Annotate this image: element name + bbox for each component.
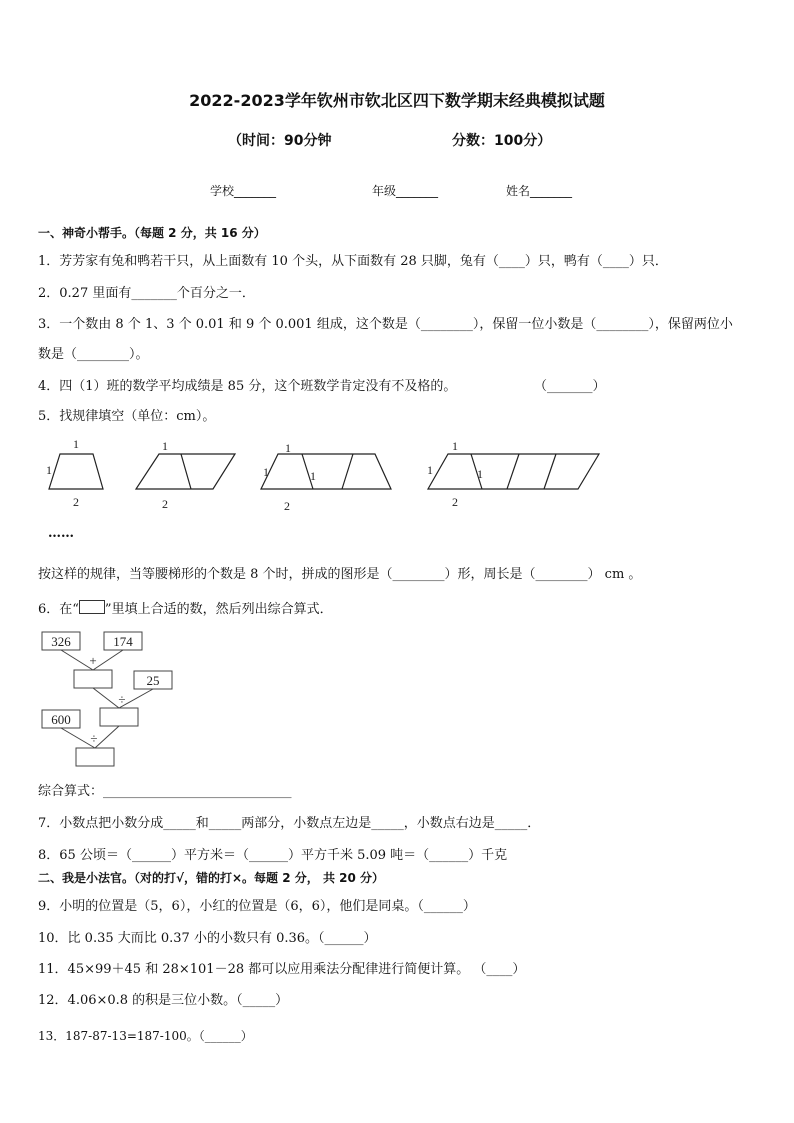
exam-score: 分数：100分） bbox=[452, 133, 552, 149]
blank-box-quotient[interactable] bbox=[100, 708, 138, 726]
grade-field[interactable]: 年级_______ bbox=[372, 184, 439, 198]
question-6-prefix: 6．在“ bbox=[38, 602, 79, 617]
label-bottom-4: 2 bbox=[452, 495, 458, 509]
question-2: 2．0.27 里面有_______个百分之一． bbox=[38, 286, 255, 301]
trapezoid-row-3 bbox=[261, 454, 391, 489]
question-5-rule: 按这样的规律，当等腰梯形的个数是 8 个时，拼成的图形是（________）形，周长是（________） cm 。 bbox=[38, 567, 642, 582]
value-600: 600 bbox=[51, 712, 71, 727]
calculation-tree bbox=[38, 628, 188, 773]
ellipsis: …… bbox=[48, 526, 74, 541]
question-1: 1．芳芳家有兔和鸭若干只，从上面数有 10 个头，从下面数有 28 只脚，兔有（____）只，鸭有（____）只． bbox=[38, 254, 668, 269]
exam-time: （时间：90分钟 bbox=[228, 133, 332, 149]
label-side-3b: 1 bbox=[310, 469, 316, 483]
blank-box-sum[interactable] bbox=[74, 670, 112, 688]
name-field[interactable]: 姓名_______ bbox=[506, 184, 573, 198]
question-4: 4．四（1）班的数学平均成绩是 85 分，这个班数学肯定没有不及格的。 bbox=[38, 379, 457, 394]
trapezoid-1 bbox=[49, 454, 103, 489]
label-top-3: 1 bbox=[285, 441, 291, 455]
question-12: 12．4.06×0.8 的积是三位小数。（_____） bbox=[38, 993, 289, 1008]
trapezoid-row-4-divider-3 bbox=[544, 454, 556, 489]
trapezoid-pattern-figure bbox=[36, 436, 616, 516]
question-9: 9．小明的位置是（5，6），小红的位置是（6，6），他们是同桌。（______） bbox=[38, 899, 476, 914]
blank-box-icon bbox=[79, 600, 105, 614]
value-25: 25 bbox=[146, 673, 160, 688]
label-top-2: 1 bbox=[162, 439, 168, 453]
question-3-line-2: 数是（________）。 bbox=[38, 347, 149, 362]
section-2-heading: 二、我是小法官。（对的打√，错的打×。每题 2 分， 共 20 分） bbox=[38, 871, 384, 885]
question-10: 10．比 0.35 大而比 0.37 小的小数只有 0.36。（______） bbox=[38, 931, 377, 946]
question-7: 7．小数点把小数分成_____和_____两部分，小数点左边是_____，小数点右边是_____． bbox=[38, 816, 541, 831]
trapezoid-row-4-divider-2 bbox=[507, 454, 519, 489]
label-bottom-1: 2 bbox=[73, 495, 79, 509]
value-326: 326 bbox=[51, 634, 71, 649]
section-1-heading: 一、神奇小帮手。（每题 2 分，共 16 分） bbox=[38, 226, 266, 240]
page-title: 2022-2023学年钦州市钦北区四下数学期末经典模拟试题 bbox=[189, 91, 605, 110]
question-6 bbox=[38, 598, 333, 617]
label-bottom-3: 2 bbox=[284, 499, 290, 513]
label-top-1: 1 bbox=[73, 437, 79, 451]
question-5: 5．找规律填空（单位：cm）。 bbox=[38, 409, 216, 424]
value-174: 174 bbox=[113, 634, 133, 649]
label-side-4b: 1 bbox=[477, 467, 483, 481]
plus-sign: + bbox=[89, 653, 97, 668]
question-6-suffix: ”里填上合适的数，然后列出综合算式． bbox=[104, 602, 333, 617]
divide-sign-1: ÷ bbox=[118, 692, 126, 707]
label-side-4a: 1 bbox=[427, 463, 433, 477]
combined-formula[interactable]: 综合算式：_____________________________ bbox=[38, 784, 292, 799]
school-field[interactable]: 学校_______ bbox=[210, 184, 277, 198]
trapezoid-row-3-divider-2 bbox=[342, 454, 353, 489]
divide-sign-2: ÷ bbox=[90, 731, 98, 746]
label-side-1: 1 bbox=[46, 463, 52, 477]
question-13: 13．187-87-13=187-100。（______） bbox=[38, 1029, 253, 1043]
label-side-3a: 1 bbox=[263, 465, 269, 479]
blank-box-result[interactable] bbox=[76, 748, 114, 766]
question-11: 11．45×99＋45 和 28×101－28 都可以应用乘法分配律进行简便计算。 （____） bbox=[38, 962, 526, 977]
label-top-4: 1 bbox=[452, 439, 458, 453]
trapezoid-row-2-divider bbox=[181, 454, 191, 489]
label-bottom-2: 2 bbox=[162, 497, 168, 511]
question-4-blank[interactable]: （_______） bbox=[534, 379, 606, 394]
question-8: 8．65 公顷＝（______）平方米＝（______）平方千米 5.09 吨＝（______）千克 bbox=[38, 848, 508, 863]
question-3-line-1: 3．一个数由 8 个 1、3 个 0.01 和 9 个 0.001 组成，这个数是（________），保留一位小数是（________），保留两位小 bbox=[38, 317, 733, 332]
